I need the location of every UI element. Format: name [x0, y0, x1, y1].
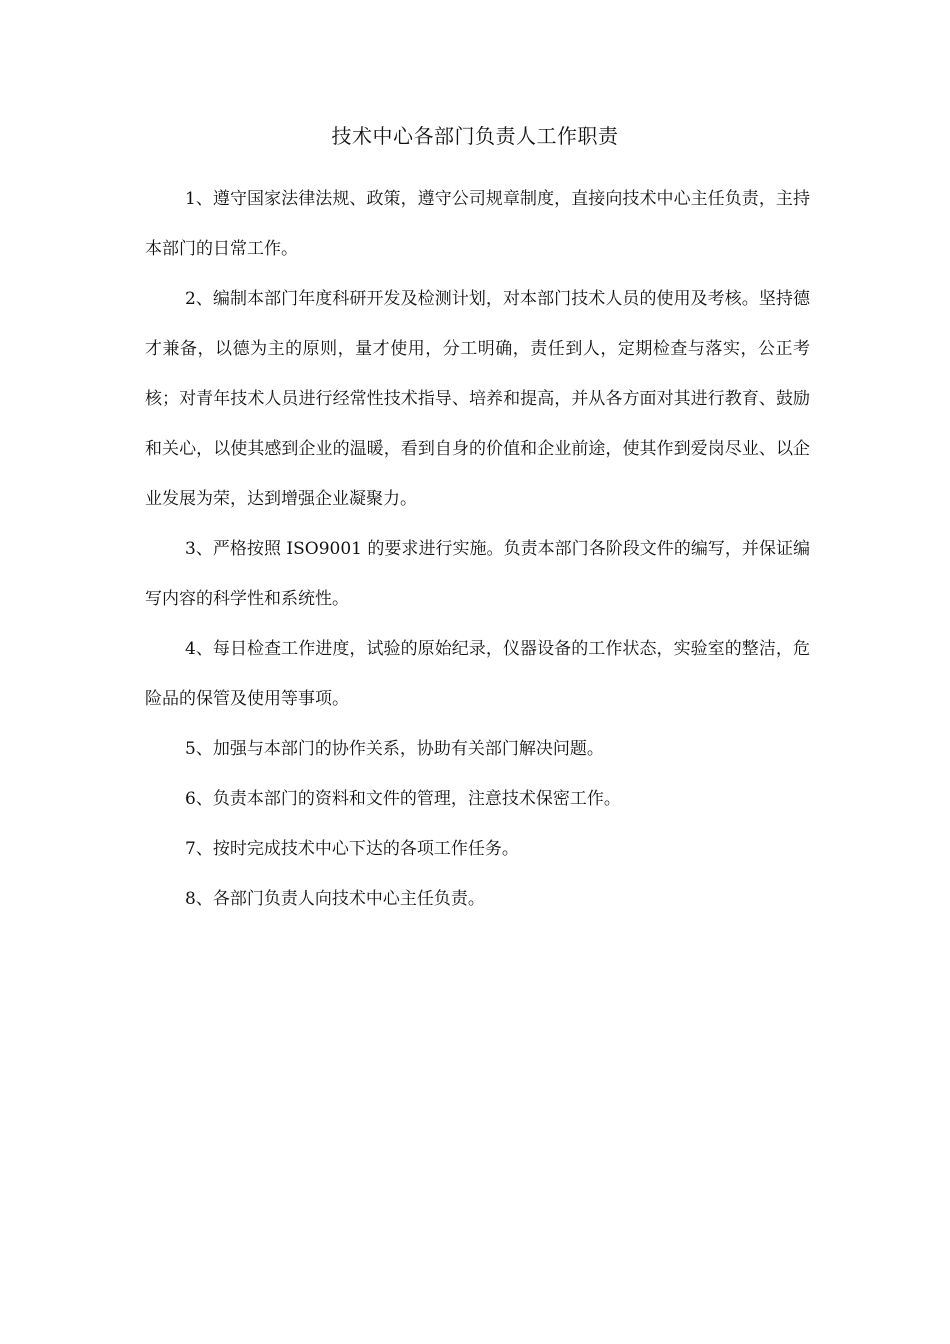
document-body	[145, 174, 810, 924]
duty-item-4: 4、每日检查工作进度，试验的原始纪录，仪器设备的工作状态，实验室的整洁，危险品的保管及使用等事项。	[145, 639, 810, 709]
duty-item-5: 5、加强与本部门的协作关系，协助有关部门解决问题。	[185, 739, 604, 759]
duty-item-1: 1、遵守国家法律法规、政策，遵守公司规章制度，直接向技术中心主任负责，主持本部门的日常工作。	[145, 189, 810, 259]
duty-item-7: 7、按时完成技术中心下达的各项工作任务。	[185, 839, 519, 859]
document-title: 技术中心各部门负责人工作职责	[331, 124, 619, 148]
duty-item-8: 8、各部门负责人向技术中心主任负责。	[185, 889, 485, 909]
duty-item-2: 2、编制本部门年度科研开发及检测计划，对本部门技术人员的使用及考核。坚持德才兼备，以德为主的原则，量才使用，分工明确，责任到人，定期检查与落实，公正考核；对青年技术人员进行经常性技术指导、培养和提高，并从各方面对其进行教育、鼓励和关心，以使其感到企业的温暖，看到自身的价值和企业前途，使其作到爱岗尽业、以企业发展为荣，达到增强企业凝聚力。	[145, 289, 810, 509]
duty-item-3: 3、严格按照 ISO9001 的要求进行实施。负责本部门各阶段文件的编写，并保证编写内容的科学性和系统性。	[145, 539, 810, 609]
duty-item-6: 6、负责本部门的资料和文件的管理，注意技术保密工作。	[185, 789, 621, 809]
